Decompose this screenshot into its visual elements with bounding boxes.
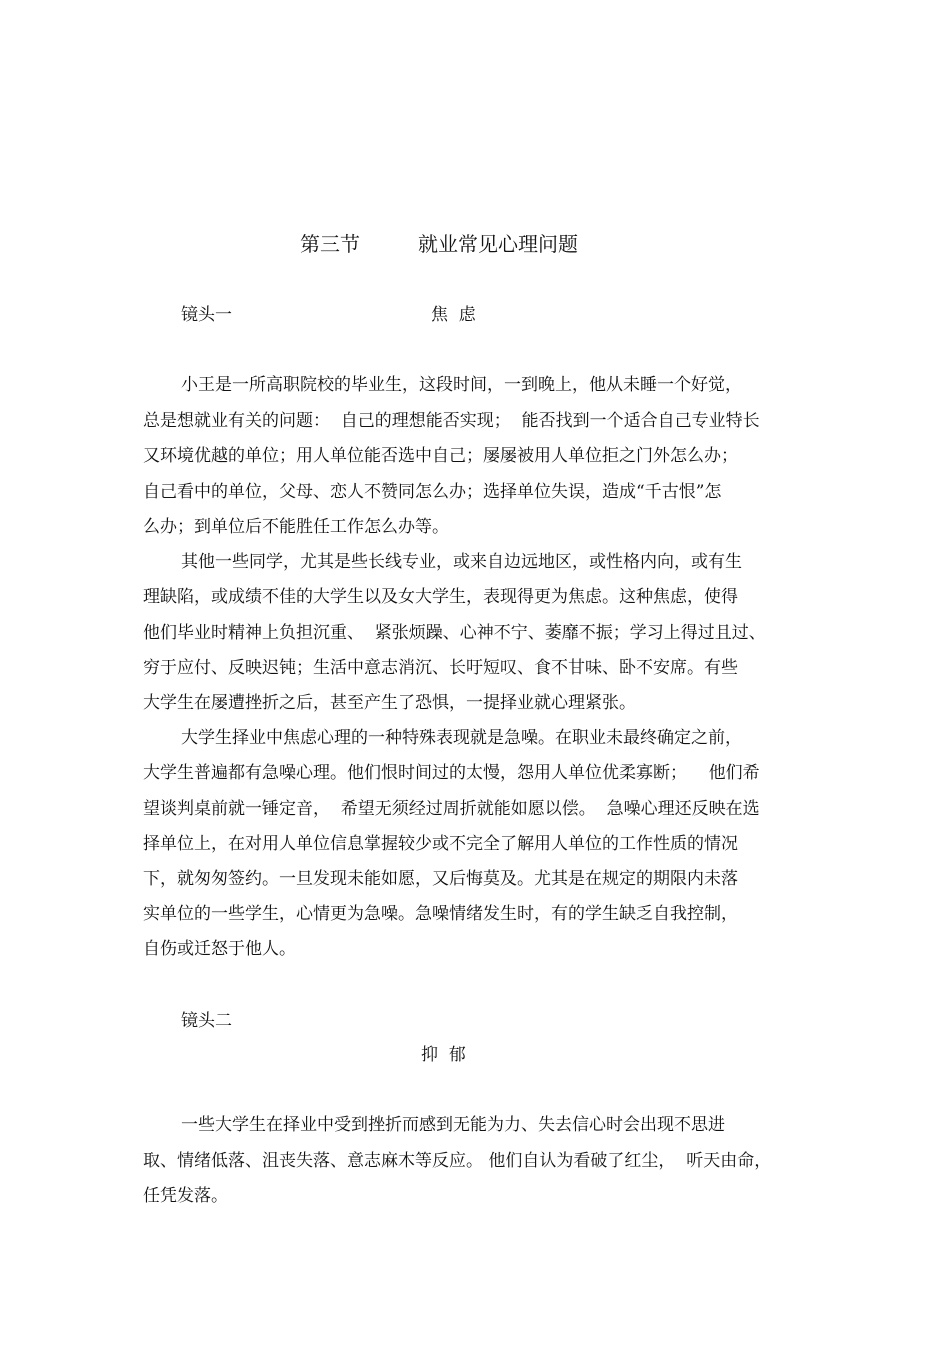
paragraph-line: 大学生普遍都有急噪心理。他们恨时间过的太慢，怨用人单位优柔寡断； 他们希 bbox=[143, 763, 760, 783]
shot2-topic: 抑 郁 bbox=[421, 1045, 466, 1065]
paragraph-line: 么办；到单位后不能胜任工作怎么办等。 bbox=[143, 517, 449, 537]
paragraph-line: 小王是一所高职院校的毕业生，这段时间，一到晚上，他从未睡一个好觉， bbox=[181, 375, 742, 395]
paragraph-line: 自己看中的单位，父母、恋人不赞同怎么办；选择单位失误，造成“千古恨”怎 bbox=[143, 482, 722, 502]
section-number: 第三节 bbox=[300, 232, 360, 256]
paragraph-line: 任凭发落。 bbox=[143, 1186, 228, 1206]
paragraph-line: 大学生在屡遭挫折之后，甚至产生了恐惧，一提择业就心理紧张。 bbox=[143, 693, 636, 713]
paragraph-line: 自伤或迁怒于他人。 bbox=[143, 939, 296, 959]
shot2-label: 镜头二 bbox=[181, 1011, 232, 1031]
paragraph-line: 实单位的一些学生，心情更为急噪。急噪情绪发生时，有的学生缺乏自我控制， bbox=[143, 904, 738, 924]
paragraph-line: 理缺陷，或成绩不佳的大学生以及女大学生，表现得更为焦虑。这种焦虑，使得 bbox=[143, 587, 738, 607]
paragraph-line: 择单位上，在对用人单位信息掌握较少或不完全了解用人单位的工作性质的情况 bbox=[143, 834, 738, 854]
paragraph-line: 大学生择业中焦虑心理的一种特殊表现就是急噪。在职业未最终确定之前， bbox=[181, 728, 742, 748]
paragraph-line: 望谈判桌前就一锤定音， 希望无须经过周折就能如愿以偿。 急噪心理还反映在选 bbox=[143, 799, 760, 819]
paragraph-line: 总是想就业有关的问题： 自己的理想能否实现； 能否找到一个适合自己专业特长 bbox=[143, 411, 760, 431]
paragraph-line: 其他一些同学，尤其是些长线专业，或来自边远地区，或性格内向，或有生 bbox=[181, 552, 742, 572]
paragraph-line: 取、情绪低落、沮丧失落、意志麻木等反应。 他们自认为看破了红尘， 听天由命， bbox=[143, 1151, 772, 1171]
paragraph-line: 又环境优越的单位；用人单位能否选中自己；屡屡被用人单位拒之门外怎么办； bbox=[143, 446, 738, 466]
shot1-label: 镜头一 bbox=[181, 305, 232, 325]
paragraph-line: 下，就匆匆签约。一旦发现未能如愿，又后悔莫及。尤其是在规定的期限内未落 bbox=[143, 869, 738, 889]
paragraph-line: 穷于应付、反映迟钝；生活中意志消沉、长吁短叹、食不甘味、卧不安席。有些 bbox=[143, 658, 738, 678]
paragraph-line: 一些大学生在择业中受到挫折而感到无能为力、失去信心时会出现不思进 bbox=[181, 1115, 725, 1135]
paragraph-line: 他们毕业时精神上负担沉重、 紧张烦躁、心神不宁、萎靡不振；学习上得过且过、 bbox=[143, 623, 766, 643]
page-title: 就业常见心理问题 bbox=[418, 232, 578, 256]
shot1-topic: 焦 虑 bbox=[431, 305, 476, 325]
